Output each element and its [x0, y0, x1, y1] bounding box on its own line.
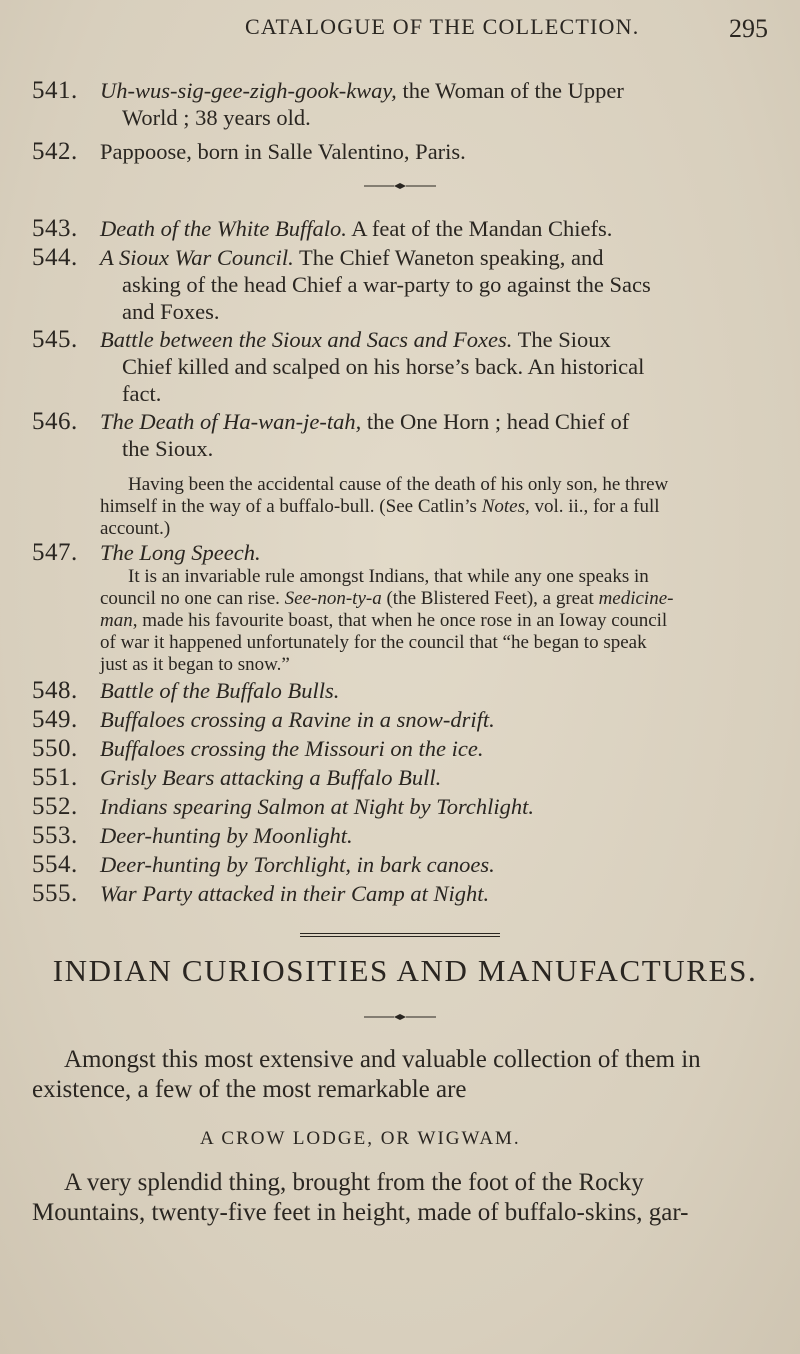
entry-title: The Long Speech. [100, 540, 261, 565]
entry-number: 548. [32, 677, 78, 704]
entry-number: 553. [32, 822, 78, 849]
entry-note-546 [100, 474, 778, 540]
entry-title: Buffaloes crossing a Ravine in a snow-drift. [100, 707, 495, 732]
note-line: It is an invariable rule amongst Indians, that while any one speaks in [128, 566, 649, 587]
catalogue-entry-543 [32, 215, 778, 242]
description-line: A very splendid thing, brought from the foot of the Rocky [64, 1169, 644, 1196]
entry-text: A feat of the Mandan Chiefs. [346, 216, 613, 241]
entry-continuation: fact. [122, 381, 162, 406]
entry-title: The Death of Ha-wan-je-tah, [100, 409, 362, 434]
description-line: Mountains, twenty-five feet in height, made of buffalo-skins, gar- [32, 1199, 689, 1226]
entry-number: 554. [32, 851, 78, 878]
entry-number: 547. [32, 539, 78, 566]
note-line: just as it began to snow.” [100, 654, 290, 675]
note-line: council no one can rise. [100, 588, 285, 609]
catalogue-entry-552 [32, 793, 778, 820]
catalogue-entry-545 [32, 326, 778, 407]
item-subheading: A CROW LODGE, OR WIGWAM. [200, 1128, 521, 1149]
intro-line: existence, a few of the most remarkable are [32, 1076, 467, 1103]
page-header [0, 0, 800, 60]
entry-title: Battle between the Sioux and Sacs and Foxes. [100, 327, 513, 352]
entry-title: War Party attacked in their Camp at Night. [100, 881, 490, 906]
note-citation: Notes [481, 496, 525, 517]
entry-text: The Chief Waneton speaking, and [293, 245, 604, 270]
entry-number: 543. [32, 215, 78, 242]
catalogue-entry-541 [32, 77, 778, 131]
catalogue-entry-546 [32, 408, 778, 462]
entry-title: A Sioux War Council. [100, 245, 294, 270]
entry-number: 542. [32, 138, 78, 165]
entry-continuation: World ; 38 years old. [122, 105, 311, 130]
catalogue-entry-542 [32, 138, 778, 165]
note-italic: medicine- [598, 588, 674, 609]
entry-number: 545. [32, 326, 78, 353]
note-line: Having been the accidental cause of the death of his only son, he threw [128, 474, 669, 495]
entry-continuation: asking of the head Chief a war-party to go against the Sacs [122, 272, 651, 297]
catalogue-entry-551 [32, 764, 778, 791]
entry-number: 555. [32, 880, 78, 907]
note-line: (the Blistered Feet), a great [381, 588, 599, 609]
section-heading: INDIAN CURIOSITIES AND MANUFACTURES. [52, 953, 758, 988]
catalogue-entry-550 [32, 735, 778, 762]
entry-title: Grisly Bears attacking a Buffalo Bull. [100, 765, 442, 790]
note-italic: man [100, 610, 133, 631]
intro-line: Amongst this most extensive and valuable collection of them in [64, 1046, 701, 1073]
note-line: , vol. ii., for a full [524, 496, 660, 517]
entry-number: 551. [32, 764, 78, 791]
entry-continuation: and Foxes. [122, 299, 220, 324]
entry-number: 541. [32, 77, 78, 104]
entry-title: Buffaloes crossing the Missouri on the ice. [100, 736, 484, 761]
catalogue-entry-549 [32, 706, 778, 733]
running-title: CATALOGUE OF THE COLLECTION. [245, 14, 640, 39]
entry-continuation: Chief killed and scalped on his horse’s back. An historical [122, 354, 645, 379]
entry-title: Uh-wus-sig-gee-zigh-gook-kway, [100, 78, 397, 103]
note-italic: See-non-ty-a [284, 588, 382, 609]
entry-number: 552. [32, 793, 78, 820]
section-intro [32, 1045, 778, 1105]
entry-title: Deer-hunting by Moonlight. [100, 823, 353, 848]
entry-text: the Woman of the Upper [396, 78, 624, 103]
entry-number: 549. [32, 706, 78, 733]
entry-title: Deer-hunting by Torchlight, in bark canoes. [100, 852, 495, 877]
catalogue-entry-544 [32, 244, 778, 325]
note-line: , made his favourite boast, that when he once rose in an Ioway council [132, 610, 668, 631]
entry-number: 550. [32, 735, 78, 762]
entry-text: The Sioux [512, 327, 611, 352]
catalogue-entry-555 [32, 880, 778, 907]
entry-number: 546. [32, 408, 78, 435]
note-line: account.) [100, 518, 171, 539]
catalogue-entry-548 [32, 677, 778, 704]
note-line: himself in the way of a buffalo-bull. (See Catlin’s [100, 496, 482, 517]
note-line: of war it happened unfortunately for the council that “he began to speak [100, 632, 647, 653]
double-rule-divider [300, 932, 500, 938]
entry-title: Death of the White Buffalo. [100, 216, 347, 241]
ornament-divider [350, 180, 450, 192]
entry-continuation: the Sioux. [122, 436, 214, 461]
ornament-divider [350, 1011, 450, 1023]
catalogue-entry-547 [32, 539, 778, 566]
entry-number: 544. [32, 244, 78, 271]
catalogue-entry-554 [32, 851, 778, 878]
page-number: 295 [729, 14, 768, 43]
entry-title: Battle of the Buffalo Bulls. [100, 678, 340, 703]
entry-note-547 [100, 566, 778, 676]
item-description [32, 1168, 778, 1228]
entry-text: the One Horn ; head Chief of [361, 409, 630, 434]
entry-title: Indians spearing Salmon at Night by Torchlight. [100, 794, 534, 819]
entry-text: Pappoose, born in Salle Valentino, Paris. [100, 139, 466, 164]
catalogue-entry-553 [32, 822, 778, 849]
